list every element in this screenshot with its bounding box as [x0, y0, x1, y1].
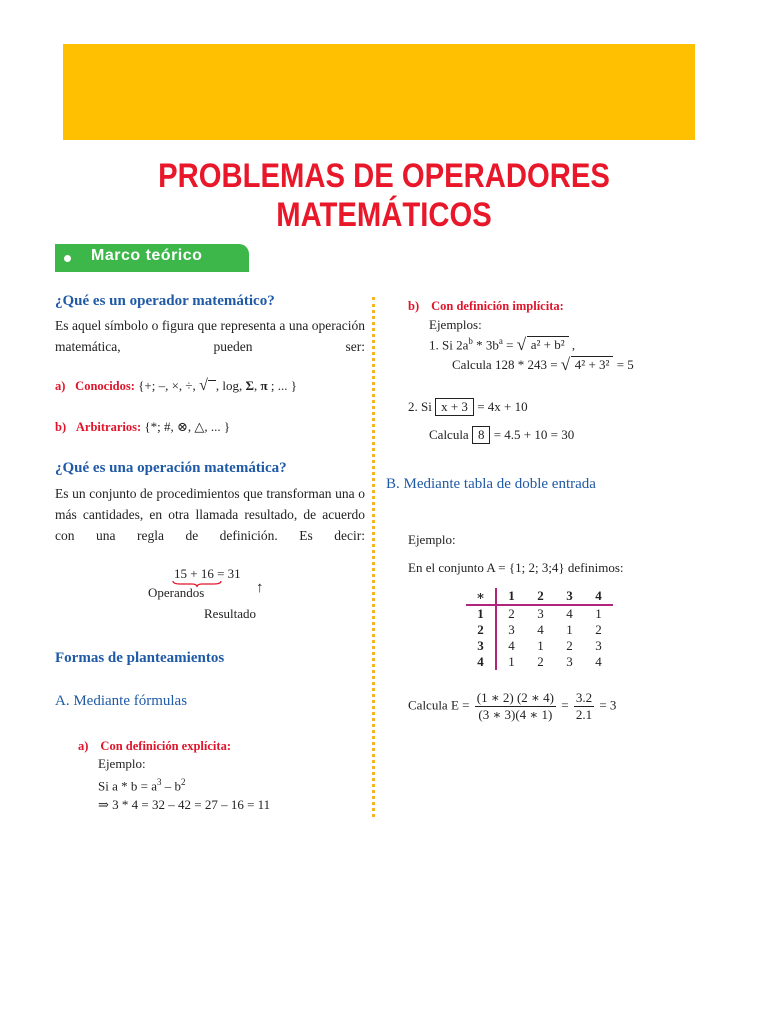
table-cell: 4 — [566, 606, 573, 621]
implicit-marker: b) — [408, 299, 420, 313]
item2-calc-box: 8 — [472, 426, 491, 444]
sqrt-expression: √ a² + b² — [517, 337, 569, 353]
bullet-icon — [64, 255, 71, 262]
known-label: Conocidos: — [75, 379, 135, 393]
fraction-1 — [475, 690, 556, 723]
known-values-3: ; ... } — [270, 378, 297, 393]
q2-heading: ¿Qué es una operación matemática? — [55, 460, 287, 476]
arbitrary-operators — [55, 419, 230, 435]
arbit-values: {*; #, ⊗, △, ... } — [144, 419, 231, 434]
calc-text: 3 * 4 = 32 – 42 = 27 – 16 = 11 — [112, 797, 271, 812]
item1-calc-result: = 5 — [616, 357, 634, 372]
implicit-example-1-calc — [452, 357, 634, 373]
item2-tail: = 4x + 10 — [477, 399, 528, 414]
page-title: PROBLEMAS DE OPERADORES MATEMÁTICOS — [158, 157, 610, 234]
item2-prefix: 2. Si — [408, 399, 432, 414]
table-header-cell: 3 — [555, 588, 584, 605]
table-cell: 1 — [508, 654, 515, 669]
set-definition: En el conjunto A = {1; 2; 3;4} definimos: — [408, 560, 624, 575]
table-header-row — [466, 588, 613, 605]
q2-paragraph: Es un conjunto de procedimientos que transforman una o más cantidades, en otra llamada resultado, de acuerdo con una regla de definición. Es decir: — [55, 486, 365, 543]
rule-calculation — [98, 797, 270, 813]
table-cell: 3 — [566, 654, 573, 669]
pi-icon: π — [260, 378, 268, 393]
table-cell: 2 — [508, 606, 515, 621]
implicit-example-2-calc — [429, 426, 574, 444]
explicit-definition — [78, 737, 231, 755]
resultado-label: Resultado — [204, 606, 256, 621]
q1-paragraph: Es aquel símbolo o figura que representa a una operación matemática, pueden ser: — [55, 318, 365, 354]
table-row-header: 3 — [466, 638, 496, 654]
known-values: {+; –, ×, ÷, — [138, 378, 196, 393]
example-label: Ejemplo: — [98, 756, 146, 771]
item1-mid: * 3b — [472, 337, 499, 353]
arbit-label: Arbitrarios: — [75, 420, 142, 434]
implicit-example-1: 1. Si $2a^b * 3b^a$ = √ a² + b² , — [429, 335, 576, 355]
table-cell: 2 — [537, 654, 544, 669]
explicit-label: Con definición explícita: — [100, 739, 231, 753]
item1-eq: = — [502, 337, 514, 353]
table-cell: 1 — [595, 606, 602, 621]
item2-box: x + 3 — [435, 398, 474, 416]
section-tab-marco-teorico — [55, 244, 249, 272]
example-equation: 15 + 16 = 31 — [174, 566, 241, 581]
item1-calc: Calcula 128 * 243 = — [452, 357, 558, 372]
calc-e-expression: Calcula E = $\frac{(1 ∗ 2) (2 ∗ 4)}{(3 ∗ 3)(4 ∗ 1)}$ = $\frac{3.2}{2.1}$ = 3 — [408, 690, 617, 722]
known-operators: a) Conocidos: {+; –, ×, ÷, √ , log, Σ, π ; ... } — [55, 377, 297, 394]
table-row — [466, 638, 613, 654]
example-label-2: Ejemplo: — [408, 532, 456, 547]
table-row — [466, 654, 613, 670]
item1-radicand: a² + b² — [527, 336, 569, 352]
implicit-label: Con definición implícita: — [431, 299, 564, 313]
rule-tail: – b — [161, 778, 181, 794]
arbit-marker: b) — [55, 420, 67, 434]
table-row — [466, 622, 613, 638]
known-values-2: , log, — [215, 378, 243, 393]
arrow-up-icon: ↑ — [256, 580, 264, 596]
formula-a-heading: A. Mediante fórmulas — [55, 693, 188, 709]
rule-text: Si a * b = a — [98, 778, 157, 794]
item1-calc-radicand: 4² + 3² — [571, 356, 614, 372]
sqrt-icon: √ — [199, 377, 216, 394]
table-cell: 1 — [537, 638, 544, 653]
table-cell: 3 — [508, 622, 515, 637]
table-method-heading: B. Mediante tabla de doble entrada — [386, 476, 596, 492]
table-row — [466, 605, 613, 622]
table-row-header: 1 — [466, 605, 496, 622]
implicit-definition — [408, 297, 564, 315]
explicit-marker: a) — [78, 739, 89, 753]
implies-icon: ⇒ — [98, 797, 109, 812]
table-header-cell: 4 — [584, 588, 613, 605]
table-cell: 4 — [595, 654, 602, 669]
item1-prefix: 1. Si 2a — [429, 337, 469, 353]
q1-heading: ¿Qué es un operador matemático? — [55, 293, 275, 309]
section-label: Marco teórico — [91, 247, 203, 264]
table-header-cell: 2 — [526, 588, 555, 605]
item2-calc-tail: = 4.5 + 10 = 30 — [493, 427, 575, 442]
calc-e-result: = 3 — [599, 697, 617, 713]
table-cell: 3 — [595, 638, 602, 653]
operandos-label: Operandos — [148, 585, 205, 600]
table-cell: 2 — [566, 638, 573, 653]
calc-e-prefix: Calcula E = — [408, 697, 470, 713]
fraction-2-num: 3.2 — [575, 690, 593, 705]
table-row-header: 4 — [466, 654, 496, 670]
table-header-cell: ∗ — [466, 588, 496, 605]
table-cell: 4 — [537, 622, 544, 637]
sqrt-expression-2: √ 4² + 3² — [561, 357, 614, 373]
item2-calc: Calcula — [429, 427, 469, 442]
fraction-1-den: (3 ∗ 3)(4 ∗ 1) — [478, 707, 553, 722]
table-cell: 3 — [537, 606, 544, 621]
table-header-cell: 1 — [496, 588, 526, 605]
operation-table — [466, 588, 613, 670]
rule-definition: Si $a * b = a^3 - b^2$ — [98, 777, 186, 794]
fraction-2 — [574, 690, 594, 723]
table-row-header: 2 — [466, 622, 496, 638]
table-cell: 4 — [508, 638, 515, 653]
sigma-icon: Σ — [245, 378, 254, 393]
known-marker: a) — [55, 379, 66, 393]
implicit-example-2 — [408, 398, 528, 416]
fraction-2-den: 2.1 — [575, 707, 593, 722]
table-cell: 1 — [566, 622, 573, 637]
column-divider — [372, 297, 375, 817]
header-banner — [63, 44, 695, 140]
fraction-1-num: (1 ∗ 2) (2 ∗ 4) — [476, 690, 554, 705]
formas-heading: Formas de planteamientos — [55, 650, 225, 666]
examples-label: Ejemplos: — [429, 317, 482, 332]
table-cell: 2 — [595, 622, 602, 637]
